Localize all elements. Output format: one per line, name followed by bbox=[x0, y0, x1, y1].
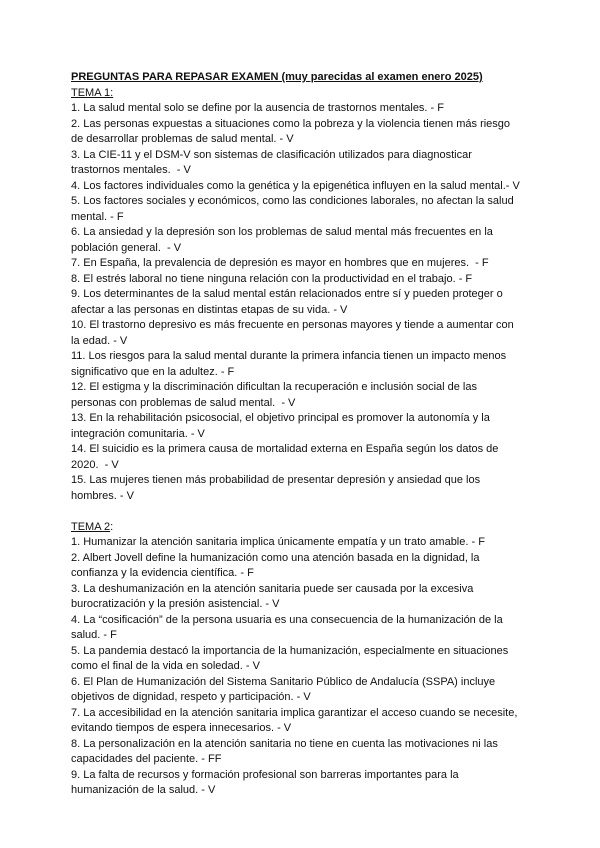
question-line: 8. El estrés laboral no tiene ninguna relación con la productividad en el trabajo. - F bbox=[71, 272, 473, 285]
question-line: 1. Humanizar la atención sanitaria implica únicamente empatía y un trato amable. - F bbox=[71, 536, 485, 548]
question-line: 7. La accesibilidad en la atención sanitaria implica garantizar el acceso cuando se necesite, bbox=[71, 706, 518, 719]
question-line: 10. El trastorno depresivo es más frecuente en personas mayores y tiende a aumentar con bbox=[71, 319, 514, 331]
question-line: personas con problemas de salud mental. - V bbox=[71, 396, 296, 409]
question-line: significativo que en la adultez. - F bbox=[71, 365, 235, 378]
question-line: burocratización y la presión asistencial. - V bbox=[71, 598, 280, 610]
question-line: 3. La deshumanización en la atención sanitaria puede ser causada por la excesiva bbox=[71, 582, 474, 595]
section-tema-1 bbox=[71, 86, 541, 505]
question-line: 9. Los determinantes de la salud mental están relacionados entre sí y pueden proteger o bbox=[71, 288, 503, 300]
question-line: 6. El Plan de Humanización del Sistema Sanitario Público de Andalucía (SSPA) incluye bbox=[71, 675, 496, 688]
question-line: 11. Los riesgos para la salud mental durante la primera infancia tienen un impacto menos bbox=[71, 350, 507, 362]
question-line: 1. La salud mental solo se define por la ausencia de trastornos mentales. - F bbox=[71, 102, 444, 114]
section-tema-2 bbox=[71, 520, 541, 799]
question-line: 9. La falta de recursos y formación profesional son barreras importantes para la bbox=[71, 768, 459, 781]
section-heading-colon: : bbox=[110, 520, 114, 533]
question-line: 5. La pandemia destacó la importancia de la humanización, especialmente en situaciones bbox=[71, 644, 509, 657]
question-line: 2020. - V bbox=[71, 458, 119, 471]
question-line: humanización de la salud. - V bbox=[71, 784, 216, 796]
question-list bbox=[71, 535, 541, 799]
question-list bbox=[71, 101, 541, 504]
question-line: 4. Los factores individuales como la genética y la epigenética influyen en la salud mental.- V bbox=[71, 179, 520, 192]
question-line: 13. En la rehabilitación psicosocial, el objetivo principal es promover la autonomía y la bbox=[71, 412, 490, 424]
section-heading: TEMA 2 bbox=[71, 520, 111, 533]
question-line: de desarrollar problemas de salud mental. - V bbox=[71, 133, 294, 145]
question-line: 3. La CIE-11 y el DSM-V son sistemas de clasificación utilizados para diagnosticar bbox=[71, 148, 472, 161]
question-line: 14. El suicidio es la primera causa de mortalidad externa en España según los datos de bbox=[71, 443, 499, 455]
question-line: 5. Los factores sociales y económicos, como las condiciones laborales, no afectan la salud bbox=[71, 195, 514, 207]
question-line: población general. - V bbox=[71, 241, 182, 254]
question-line: salud. - F bbox=[71, 629, 117, 641]
question-line: 7. En España, la prevalencia de depresión es mayor en hombres que en mujeres. - F bbox=[71, 257, 489, 269]
section-heading-row bbox=[71, 520, 541, 536]
section-spacer bbox=[71, 504, 541, 520]
document-page bbox=[71, 70, 541, 799]
question-line: 6. La ansiedad y la depresión son los problemas de salud mental más frecuentes en la bbox=[71, 226, 493, 238]
question-line: evitando tiempos de espera innecesarios. - V bbox=[71, 722, 292, 734]
question-line: la edad. - V bbox=[71, 334, 128, 347]
question-line: confianza y la evidencia científica. - F bbox=[71, 567, 254, 579]
question-line: mental. - F bbox=[71, 210, 124, 223]
section-heading: TEMA 1: bbox=[71, 86, 114, 99]
question-line: 8. La personalización en la atención sanitaria no tiene en cuenta las motivaciones ni las bbox=[71, 737, 498, 750]
question-line: objetivos de dignidad, respeto y participación. - V bbox=[71, 691, 311, 703]
question-line: capacidades del paciente. - FF bbox=[71, 753, 222, 765]
question-line: trastornos mentales. - V bbox=[71, 164, 191, 176]
question-line: afectar a las personas en distintas etapas de su vida. - V bbox=[71, 303, 348, 316]
question-line: como el final de la vida en soledad. - V bbox=[71, 660, 260, 672]
question-line: 2. Las personas expuestas a situaciones como la pobreza y la violencia tienen más riesgo bbox=[71, 117, 511, 130]
question-line: integración comunitaria. - V bbox=[71, 427, 205, 440]
question-line: 4. La “cosificación” de la persona usuaria es una consecuencia de la humanización de la bbox=[71, 613, 503, 626]
document-title: PREGUNTAS PARA REPASAR EXAMEN (muy parecidas al examen enero 2025) bbox=[71, 71, 483, 83]
question-line: hombres. - V bbox=[71, 489, 134, 502]
question-line: 15. Las mujeres tienen más probabilidad de presentar depresión y ansiedad que los bbox=[71, 474, 481, 486]
question-line: 2. Albert Jovell define la humanización como una atención basada en la dignidad, la bbox=[71, 551, 480, 564]
question-line: 12. El estigma y la discriminación dificultan la recuperación e inclusión social de las bbox=[71, 381, 477, 393]
